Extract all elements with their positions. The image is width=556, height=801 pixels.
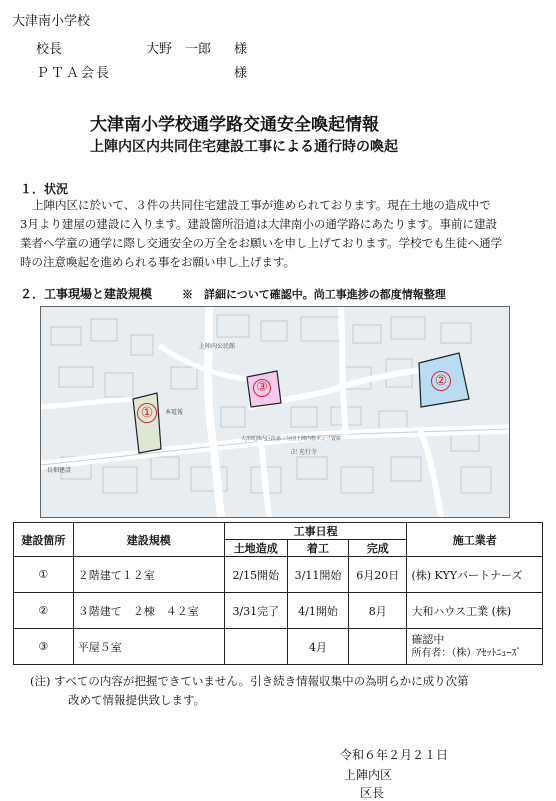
row-land <box>224 629 287 665</box>
footer-title: 区長 <box>360 786 385 800</box>
note-line: 改めて情報提供致します。 <box>68 693 206 707</box>
map-label-shop: 長畑建設 <box>47 467 72 474</box>
row-complete <box>349 629 407 665</box>
site-2-marker-label: ② <box>434 373 448 389</box>
row-scale: 平屋５室 <box>73 629 224 665</box>
row-site: ① <box>14 557 74 593</box>
note-block <box>30 672 469 710</box>
header-schedule: 工事日程 <box>224 523 407 540</box>
row-scale: ３階建て ２棟 ４２室 <box>73 593 224 629</box>
row-land: 3/31完了 <box>224 593 287 629</box>
footer-district: 上陣内区 <box>344 768 393 782</box>
pta-title: ＰＴＡ会長 <box>36 66 112 81</box>
section1-line: 3月より建屋の建設に入ります。建設箇所沿道は大津南小の通学路にあたります。事前に建設 <box>20 217 497 231</box>
table-row <box>14 557 543 593</box>
row-contractor-status: 確認中 <box>411 632 445 646</box>
map-label-hall: 上陣内公民館 <box>199 343 236 350</box>
row-land: 2/15開始 <box>224 557 287 593</box>
row-complete: 6月20日 <box>349 557 407 593</box>
row-start: 4月 <box>287 629 348 665</box>
pta-honorific: 様 <box>234 66 248 81</box>
section2-heading: ２．工事現場と建設規模 <box>20 287 153 301</box>
header-land: 土地造成 <box>224 540 287 557</box>
map-label-road: 大津町陣内区段第三分団上陣内格ポンプ置庫 <box>241 436 342 442</box>
row-contractor <box>407 629 543 665</box>
table-row <box>14 593 543 629</box>
site-3-marker-label: ③ <box>256 380 268 395</box>
section1-heading: １．状況 <box>20 182 69 196</box>
row-contractor: (株) KYYパートナーズ <box>407 557 543 593</box>
row-site: ③ <box>14 629 74 665</box>
principal-name: 大野 一郎 <box>146 42 212 57</box>
row-contractor-owner: 所有者：（株）ｱｾｯﾄﾆｭｰｽﾞ <box>411 647 522 659</box>
map-drawing <box>41 307 509 517</box>
page-title: 大津南小学校通学路交通安全喚起情報 <box>90 115 379 135</box>
site-3-marker <box>253 379 271 397</box>
principal-title: 校長 <box>36 42 63 57</box>
section2-note: ※ 詳細について確認中。尚工事進捗の都度情報整理 <box>182 288 446 301</box>
row-start: 4/1開始 <box>287 593 348 629</box>
site-2-marker <box>431 371 451 391</box>
note-line: (注) すべての内容が把握できていません。引き続き情報収集中の為明らかに成り次第 <box>30 674 469 688</box>
row-site: ② <box>14 593 74 629</box>
header-scale: 建設規模 <box>73 523 224 557</box>
section1-line: 時の注意喚起を進められる事をお願い申し上げます。 <box>20 255 296 269</box>
row-start: 3/11開始 <box>287 557 348 593</box>
map-label-hq: 本電報 <box>165 409 184 416</box>
header-site: 建設箇所 <box>14 523 74 557</box>
principal-honorific: 様 <box>234 42 248 57</box>
schedule-table <box>13 522 543 665</box>
row-scale: ２階建て１２室 <box>73 557 224 593</box>
section1-line: 上陣内区に於いて、３件の共同住宅建設工事が進められております。現在土地の造成中で <box>32 198 491 212</box>
site-1-marker-label: ① <box>140 405 154 421</box>
section1-body <box>20 196 502 272</box>
section1-line: 業者へ学童の通学に際し交通安全の万全をお願いを申し上げております。学校でも生徒へ通学 <box>20 236 503 250</box>
table-row <box>14 629 543 665</box>
footer-date: 令和６年２月２１日 <box>340 748 449 762</box>
header-complete: 完成 <box>349 540 407 557</box>
row-contractor: 大和ハウス工業 (株) <box>407 593 543 629</box>
header-start: 着工 <box>287 540 348 557</box>
site-1-marker <box>137 403 157 423</box>
school-name: 大津南小学校 <box>12 14 91 29</box>
row-complete: 8月 <box>349 593 407 629</box>
site-map <box>40 306 510 518</box>
header-contractor: 施工業者 <box>407 523 543 557</box>
page-subtitle: 上陣内区内共同住宅建設工事による通行時の喚起 <box>90 139 398 155</box>
map-label-temple: 卍 光行寺 <box>291 449 317 456</box>
